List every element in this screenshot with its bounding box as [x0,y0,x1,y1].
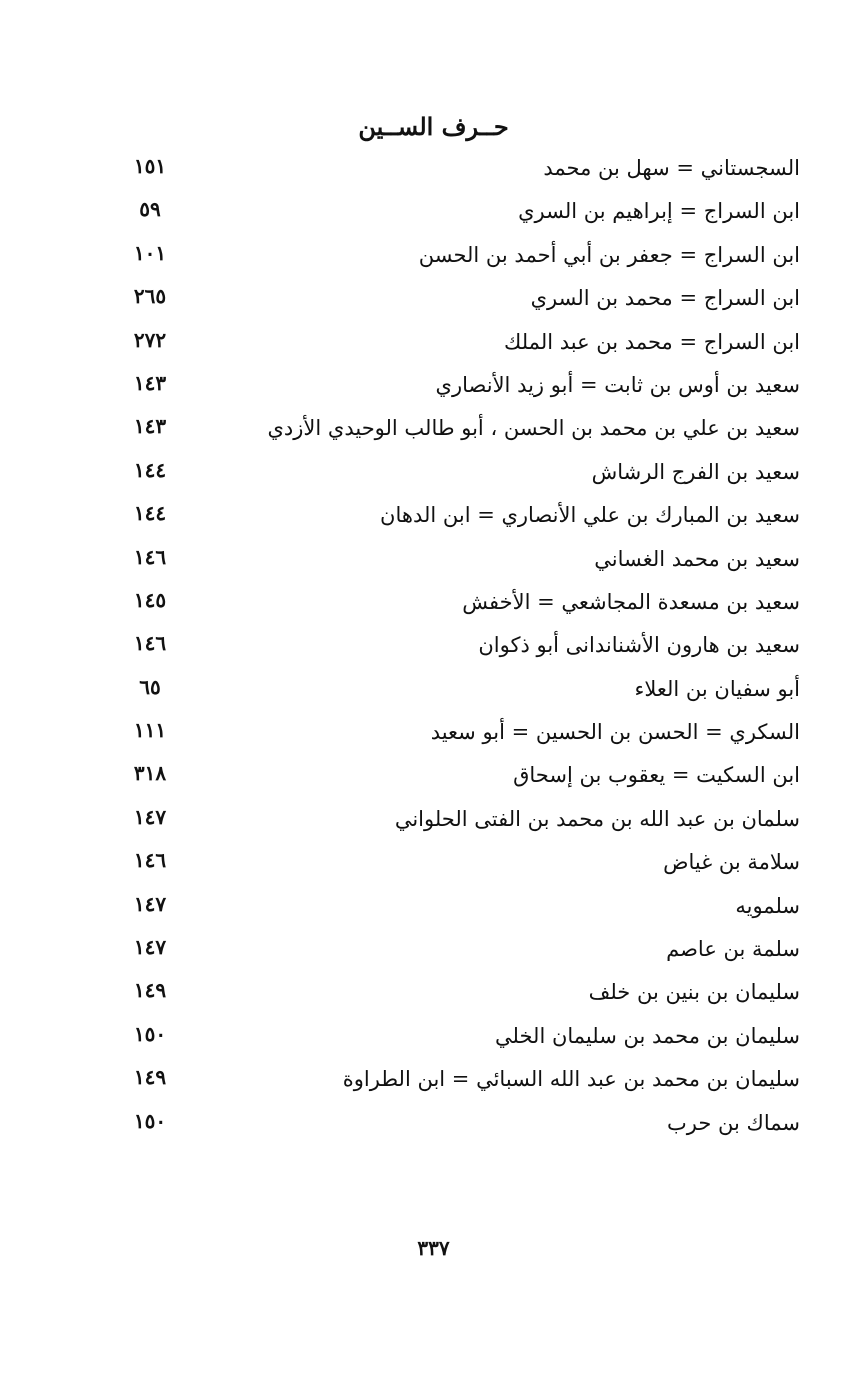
entry-page-number: ١٤٧ [133,891,167,916]
index-entry [120,280,800,323]
index-entry [120,541,800,584]
index-entry [120,844,800,887]
entry-name: أبو سفيان بن العلاء [634,676,800,701]
entry-name: سعيد بن محمد الغساني [594,546,800,571]
entry-page-number: ١٤٤ [133,501,167,526]
entry-page-number: ١٠١ [133,240,167,265]
entry-name: سعيد بن مسعدة المجاشعي = الأخفش [462,589,800,614]
entry-page-number: ٣١٨ [133,761,167,786]
index-entry [120,237,800,280]
index-entry [120,1018,800,1061]
entry-page-number: ١٥٠ [133,1108,167,1133]
index-entry [120,584,800,627]
entry-page-number: ١٥٠ [133,1021,167,1046]
index-entry [120,1105,800,1148]
entry-name: السكري = الحسن بن الحسين = أبو سعيد [430,720,800,745]
index-entry [120,497,800,540]
entry-page-number: ١٤٧ [133,935,167,960]
entry-page-number: ١٤٩ [133,1065,167,1090]
entry-page-number: ١٤٦ [133,848,167,873]
entry-name: سليمان بن بنين بن خلف [588,980,800,1005]
entry-page-number: ١٤٦ [133,544,167,569]
index-entry [120,193,800,236]
index-entry [120,1061,800,1104]
index-entry [120,931,800,974]
entry-name: سليمان بن محمد بن عبد الله السبائي = ابن الطراوة [342,1067,800,1092]
entry-page-number: ١٤٣ [133,414,167,439]
entry-page-number: ١٤٤ [133,457,167,482]
entry-page-number: ١٥١ [133,154,167,178]
entry-name: سماك بن حرب [667,1110,800,1135]
index-entry [120,627,800,670]
entry-name: سلامة بن غياض [663,850,800,875]
entry-name: سعيد بن الفرج الرشاش [591,459,800,484]
section-heading: حــرف الســين [358,112,509,141]
index-entry [120,367,800,410]
entry-name: سعيد بن علي بن محمد بن الحسن ، أبو طالب الوحيدي الأزدي [267,416,800,441]
entry-name: سلمويه [735,893,800,918]
index-entry [120,714,800,757]
entry-name: سلمان بن عبد الله بن محمد بن الفتى الحلواني [394,806,800,831]
entry-page-number: ١١١ [133,718,167,743]
index-entry [120,410,800,453]
entry-name: السجستاني = سهل بن محمد [543,156,800,180]
entry-name: ابن السراج = إبراهيم بن السري [518,199,800,224]
entry-name: سعيد بن هارون الأشناندانى أبو ذكوان [478,633,800,658]
entry-page-number: ١٤٥ [133,587,167,612]
entry-name: سليمان بن محمد بن سليمان الخلي [495,1023,800,1048]
entry-page-number: ١٤٦ [133,631,167,656]
entry-page-number: ٢٦٥ [133,284,167,309]
index-entry [120,888,800,931]
index-entry [120,150,800,193]
entry-name: سعيد بن أوس بن ثابت = أبو زيد الأنصاري [435,372,800,397]
entry-name: سلمة بن عاصم [666,937,800,962]
entry-page-number: ٢٧٢ [133,327,167,352]
index-entry [120,671,800,714]
entry-page-number: ١٤٣ [133,370,167,395]
entry-page-number: ١٤٧ [133,804,167,829]
entry-name: ابن السراج = محمد بن السري [530,286,800,311]
entry-page-number: ٦٥ [139,674,161,699]
index-entry [120,454,800,497]
index-entry [120,757,800,800]
entry-name: ابن السراج = محمد بن عبد الملك [504,329,800,354]
entry-name: ابن السكيت = يعقوب بن إسحاق [513,763,800,788]
index-entry [120,974,800,1017]
entry-name: ابن السراج = جعفر بن أبي أحمد بن الحسن [418,242,800,267]
page-number: ٣٣٧ [417,1236,450,1260]
index-entry [120,324,800,367]
entry-page-number: ١٤٩ [133,978,167,1003]
entry-page-number: ٥٩ [139,197,161,222]
index-entry [120,801,800,844]
index-entry-list [120,150,800,1148]
entry-name: سعيد بن المبارك بن علي الأنصاري = ابن الدهان [380,503,800,528]
